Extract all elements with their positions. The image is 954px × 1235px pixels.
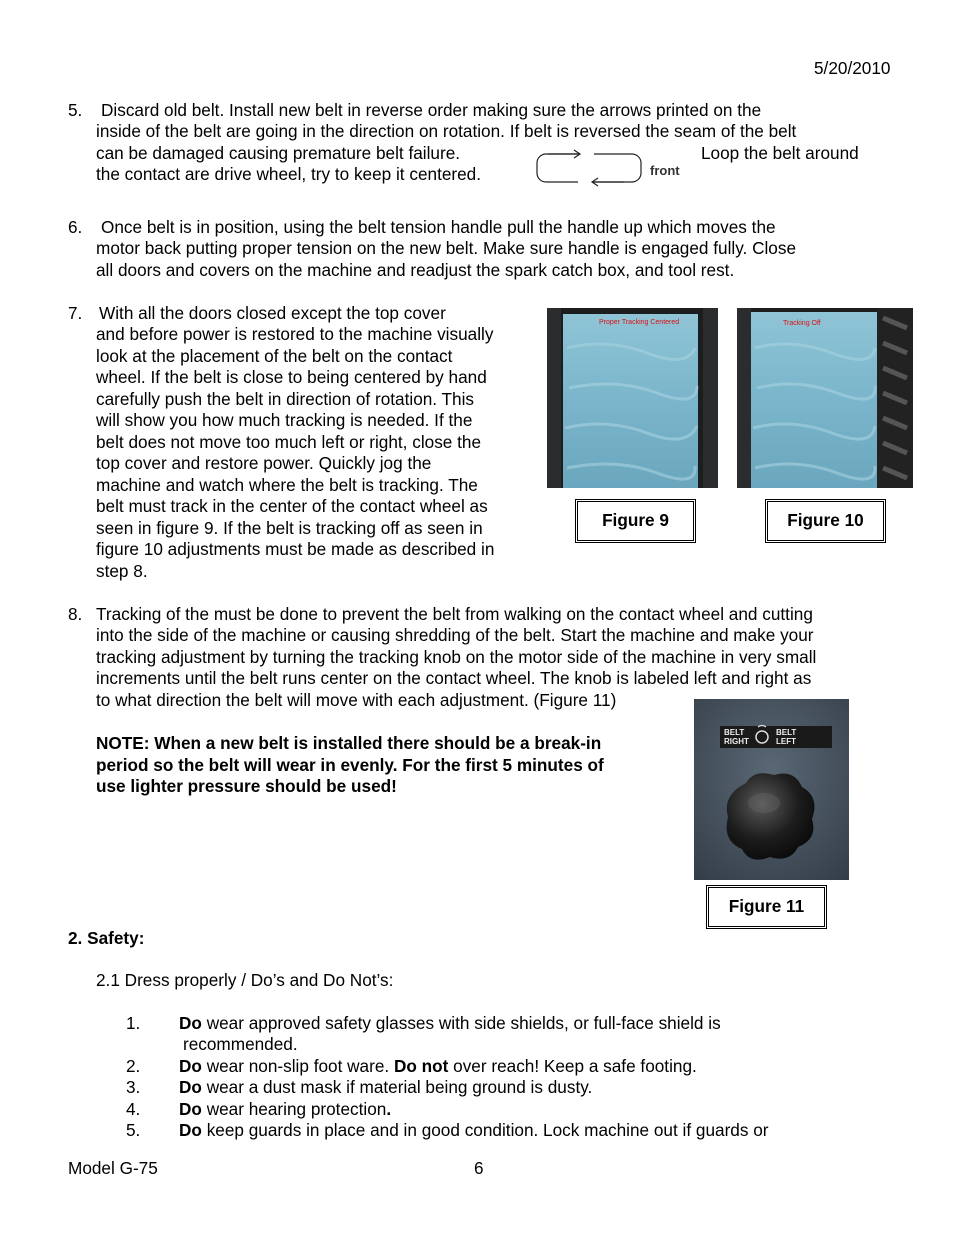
step-5-line-3b: Loop the belt around <box>701 143 859 163</box>
belt-diagram-front-label: front <box>650 163 680 178</box>
belt-left-label: BELT LEFT <box>776 728 797 746</box>
step-7-line: seen in figure 9. If the belt is tracking off as seen in <box>96 518 483 538</box>
step-6-number: 6. <box>68 217 83 237</box>
note-line: NOTE: When a new belt is installed there should be a break-in <box>96 733 602 753</box>
note-line: use lighter pressure should be used! <box>96 776 397 796</box>
safety-item-number: 1. <box>126 1013 141 1033</box>
figure-10-photo-label: Tracking Off <box>783 320 821 327</box>
safety-item <box>179 1099 391 1121</box>
step-8-line: Tracking of the must be done to prevent the belt from walking on the contact wheel and cutting <box>96 604 813 624</box>
belt-right-label: BELT RIGHT <box>724 728 749 746</box>
step-6-line-2: motor back putting proper tension on the new belt. Make sure handle is engaged fully. Close <box>96 238 797 258</box>
step-8-line: increments until the belt runs center on the contact wheel. The knob is labeled left and right as <box>96 668 812 688</box>
step-7-line: belt must track in the center of the contact wheel as <box>96 496 488 516</box>
safety-item-emphasis: Do not <box>393 1056 449 1076</box>
step-8-line: into the side of the machine or causing shredding of the belt. Start the machine and make your <box>96 625 814 645</box>
safety-item-number: 4. <box>126 1099 141 1119</box>
safety-item-emphasis: Do <box>179 1056 202 1076</box>
step-7-number: 7. <box>68 303 83 323</box>
safety-item-continuation: recommended. <box>183 1034 298 1054</box>
safety-item-text: wear non-slip foot ware. <box>201 1056 394 1076</box>
safety-item-text: keep guards in place and in good condition. Lock machine out if guards or <box>201 1120 769 1140</box>
figure-9-photo <box>547 308 718 488</box>
figure-10-caption: Figure 10 <box>765 499 886 543</box>
figure-11-photo <box>694 699 849 880</box>
figure-9-photo-label: Proper Tracking Centered <box>599 319 680 326</box>
safety-item-number: 3. <box>126 1077 141 1097</box>
safety-item-number: 2. <box>126 1056 141 1076</box>
safety-item-emphasis: . <box>386 1099 392 1119</box>
safety-item-emphasis: Do <box>179 1120 202 1140</box>
safety-item <box>179 1013 721 1035</box>
step-8-line: to what direction the belt will move with each adjustment. (Figure 11) <box>96 690 617 710</box>
safety-item <box>179 1056 697 1078</box>
step-7-line: figure 10 adjustments must be made as described in <box>96 539 495 559</box>
step-5-line-3a: can be damaged causing premature belt failure. <box>96 143 461 163</box>
step-6-line-1: Once belt is in position, using the belt tension handle pull the handle up which moves the <box>101 217 776 237</box>
step-7-line: machine and watch where the belt is tracking. The <box>96 475 478 495</box>
step-7-line: top cover and restore power. Quickly jog the <box>96 453 432 473</box>
step-8-line: tracking adjustment by turning the tracking knob on the motor side of the machine in very small <box>96 647 817 667</box>
safety-heading: 2. Safety: <box>68 928 145 948</box>
step-7-line: wheel. If the belt is close to being centered by hand <box>96 367 487 387</box>
step-5-number: 5. <box>68 100 83 120</box>
safety-item-emphasis: Do <box>179 1099 202 1119</box>
footer-model: Model G-75 <box>68 1158 158 1178</box>
step-5-line-4: the contact are drive wheel, try to keep it centered. <box>96 164 482 184</box>
safety-item <box>179 1077 592 1099</box>
footer-page-number: 6 <box>474 1158 484 1178</box>
figure-10-photo <box>737 308 913 488</box>
page-date: 5/20/2010 <box>814 58 891 78</box>
step-7-line: will show you how much tracking is needed. If the <box>96 410 473 430</box>
step-7-line: carefully push the belt in direction of rotation. This <box>96 389 475 409</box>
step-7-line: belt does not move too much left or right, close the <box>96 432 482 452</box>
step-5-line-2: inside of the belt are going in the direction on rotation. If belt is reversed the seam of the belt <box>96 121 797 141</box>
figure-9-caption: Figure 9 <box>575 499 696 543</box>
step-7-line: look at the placement of the belt on the contact <box>96 346 453 366</box>
safety-item-text: wear hearing protection <box>201 1099 387 1119</box>
safety-subheading: 2.1 Dress properly / Do’s and Do Not’s: <box>96 970 394 990</box>
note-line: period so the belt will wear in evenly. For the first 5 minutes of <box>96 755 604 775</box>
step-6-line-3: all doors and covers on the machine and readjust the spark catch box, and tool rest. <box>96 260 735 280</box>
step-7-line: step 8. <box>96 561 148 581</box>
safety-item <box>179 1120 769 1142</box>
safety-item-emphasis: Do <box>179 1077 202 1097</box>
step-8-number: 8. <box>68 604 83 624</box>
figure-11-caption: Figure 11 <box>706 885 827 929</box>
step-7-line: With all the doors closed except the top cover <box>99 303 446 323</box>
safety-item-number: 5. <box>126 1120 141 1140</box>
safety-item-text: wear approved safety glasses with side shields, or full-face shield is <box>201 1013 721 1033</box>
safety-item-text: wear a dust mask if material being ground is dusty. <box>201 1077 593 1097</box>
safety-item-emphasis: Do <box>179 1013 202 1033</box>
step-5-line-1: Discard old belt. Install new belt in reverse order making sure the arrows printed on the <box>101 100 762 120</box>
step-7-line: and before power is restored to the machine visually <box>96 324 494 344</box>
safety-item-text: over reach! Keep a safe footing. <box>448 1056 697 1076</box>
